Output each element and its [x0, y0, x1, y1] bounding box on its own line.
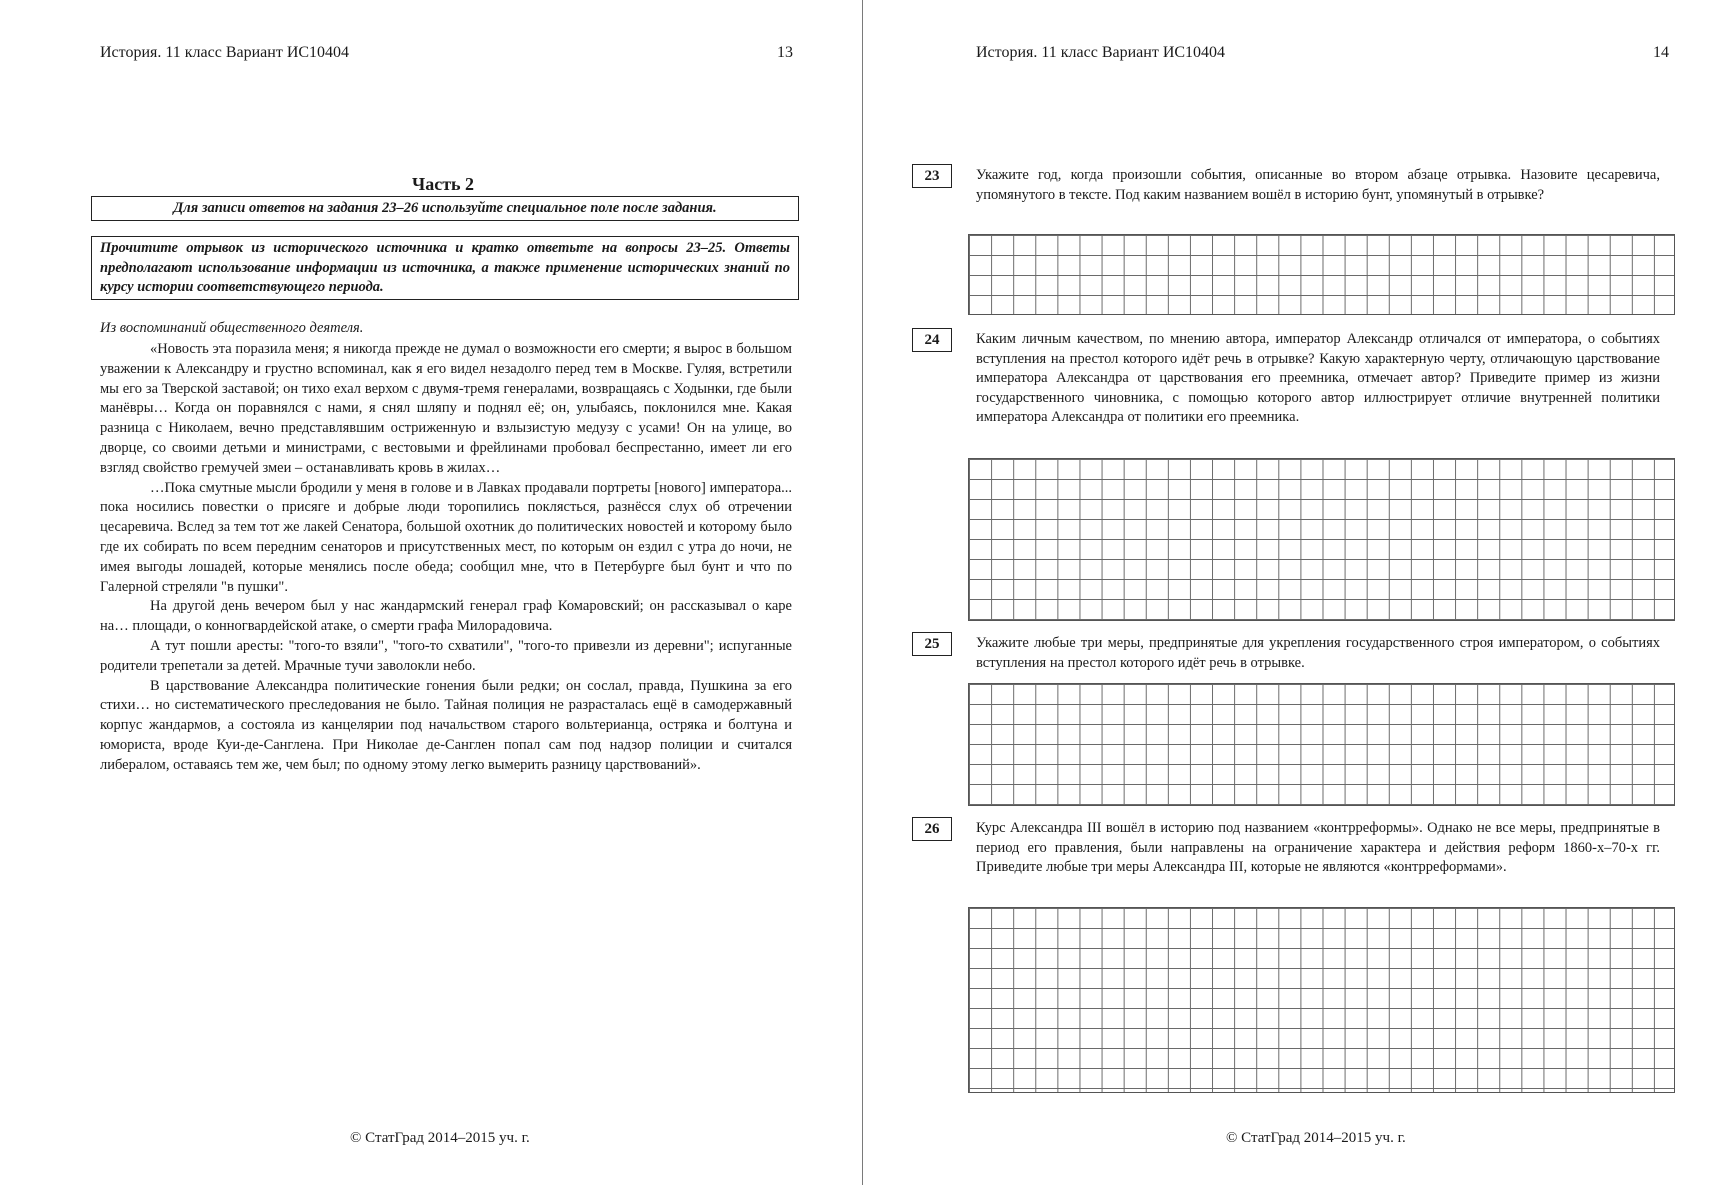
question-number-26: 26 [912, 817, 952, 841]
question-text-25: Укажите любые три меры, предпринятые для укрепления государственного строя императором, о событиях вступления на престол которого идёт речь в отрывке. [976, 635, 1660, 671]
passage-paragraph: А тут пошли аресты: "того-то взяли", "того-то схватили", "того-то привезли из деревни"; испуганные родители трепетали за детей. Мрачные тучи заволокли небо. [100, 637, 792, 674]
answer-grid-24[interactable] [968, 458, 1675, 621]
passage-paragraph: «Новость эта поразила меня; я никогда прежде не думал о возможности его смерти; я вырос в большом уважении к Александру и грустно вспоминал, как я его видел незадолго перед тем в Москве. Гуляя, встретили мы его за Тверской заставой; он тихо ехал верхом с двумя-тремя генералами, возвращаясь с Ходынки, где были манёвры… Когда он поравнялся с нами, я снял шляпу и поднял её; он, улыбаясь, поклонился мне. Какая разница с Николаем, вечно представлявшим остриженную и взлызистую медузу с усами! Он на улице, во дворце, со своими детьми и министрами, с вестовыми и фрейлинами пробовал беспрестанно, имеет ли его взгляд свойство гремучей змеи – останавливать кровь в жилах… [100, 341, 792, 476]
left-page [0, 0, 862, 1185]
answer-grid-26[interactable] [968, 907, 1675, 1093]
instruction-box: Для записи ответов на задания 23–26 используйте специальное поле после задания. [91, 196, 799, 221]
question-text-23: Укажите год, когда произошли события, описанные во втором абзаце отрывка. Назовите цесаревича, упомянутого в тексте. Под каким названием вошёл в историю бунт, упомянутый в отрывке? [976, 167, 1660, 203]
part-title: Часть 2 [412, 174, 475, 194]
passage-paragraph: В царствование Александра политические гонения были редки; он сослал, правда, Пушкина за его стихи… но систематического преследования не было. Тайная полиция не разрасталась ещё в самодержавный корпус жандармов, а состояла из канцелярии под начальством старого вольтерианца, остряка и болтуна и юмориста, вроде Куи-де-Санглена. При Николае де-Санглен попал сам под надзор полиции и считался либералом, оставаясь тем же, чем был; по одному этому легко вымерить разницу царствований». [100, 677, 792, 773]
question-number-25: 25 [912, 632, 952, 656]
page-footer: © СтатГрад 2014–2015 уч. г. [350, 1130, 530, 1146]
right-page [864, 0, 1725, 1185]
page-number: 14 [1653, 44, 1669, 61]
page-header-title: История. 11 класс Вариант ИС10404 [100, 44, 350, 61]
passage-paragraph: На другой день вечером был у нас жандармский генерал граф Комаровский; он рассказывал о каре на… площади, о конногвардейской атаке, о смерти графа Милорадовича. [100, 598, 792, 635]
task-instruction-box: Прочитите отрывок из исторического источника и кратко ответьте на вопросы 23–25. Ответы предполагают использование информации из источника, а также применение исторических знаний по курсу истории соответствующего периода. [91, 236, 799, 300]
page-footer: © СтатГрад 2014–2015 уч. г. [1226, 1130, 1406, 1146]
source-caption: Из воспоминаний общественного деятеля. [100, 320, 364, 336]
page-number: 13 [777, 44, 793, 61]
answer-grid-25[interactable] [968, 683, 1675, 806]
answer-grid-23[interactable] [968, 234, 1675, 315]
question-number-24: 24 [912, 328, 952, 352]
source-passage [100, 340, 792, 776]
question-number-23: 23 [912, 164, 952, 188]
question-text-26: Курс Александра III вошёл в историю под названием «контрреформы». Однако не все меры, предпринятые в период его правления, были направлены на ограничение характера и действия реформ 1860-х–70-х гг. Приведите любые три меры Александра III, которые не являются «контрреформами». [976, 820, 1660, 875]
page-divider [862, 0, 863, 1185]
passage-paragraph: …Пока смутные мысли бродили у меня в голове и в Лавках продавали портреты [нового] императора... пока носились повестки о присяге и добрые люди торопились поклясться, разнёсся слух об отречении цесаревича. Вслед за тем тот же лакей Сенатора, большой охотник до политических новостей и которому было где их собирать по всем передним сенаторов и присутственных мест, по которым он ездил с утра до ночи, не имея выгоды лошадей, которые менялись после обеда; сообщил мне, что в Петербурге был бунт и что по Галерной стреляли "в пушки". [100, 479, 792, 595]
page-header-title: История. 11 класс Вариант ИС10404 [976, 44, 1226, 61]
question-text-24: Каким личным качеством, по мнению автора, император Александр отличался от императора, о событиях вступления на престол которого идёт речь в отрывке? Какую характерную черту, отличающую царствование императора Александра от царствования его преемника, отмечает автор? Приведите пример из жизни государственного чиновника, с помощью которого автор иллюстрирует отличие внутренней политики императора Александра от политики его преемника. [976, 331, 1660, 425]
